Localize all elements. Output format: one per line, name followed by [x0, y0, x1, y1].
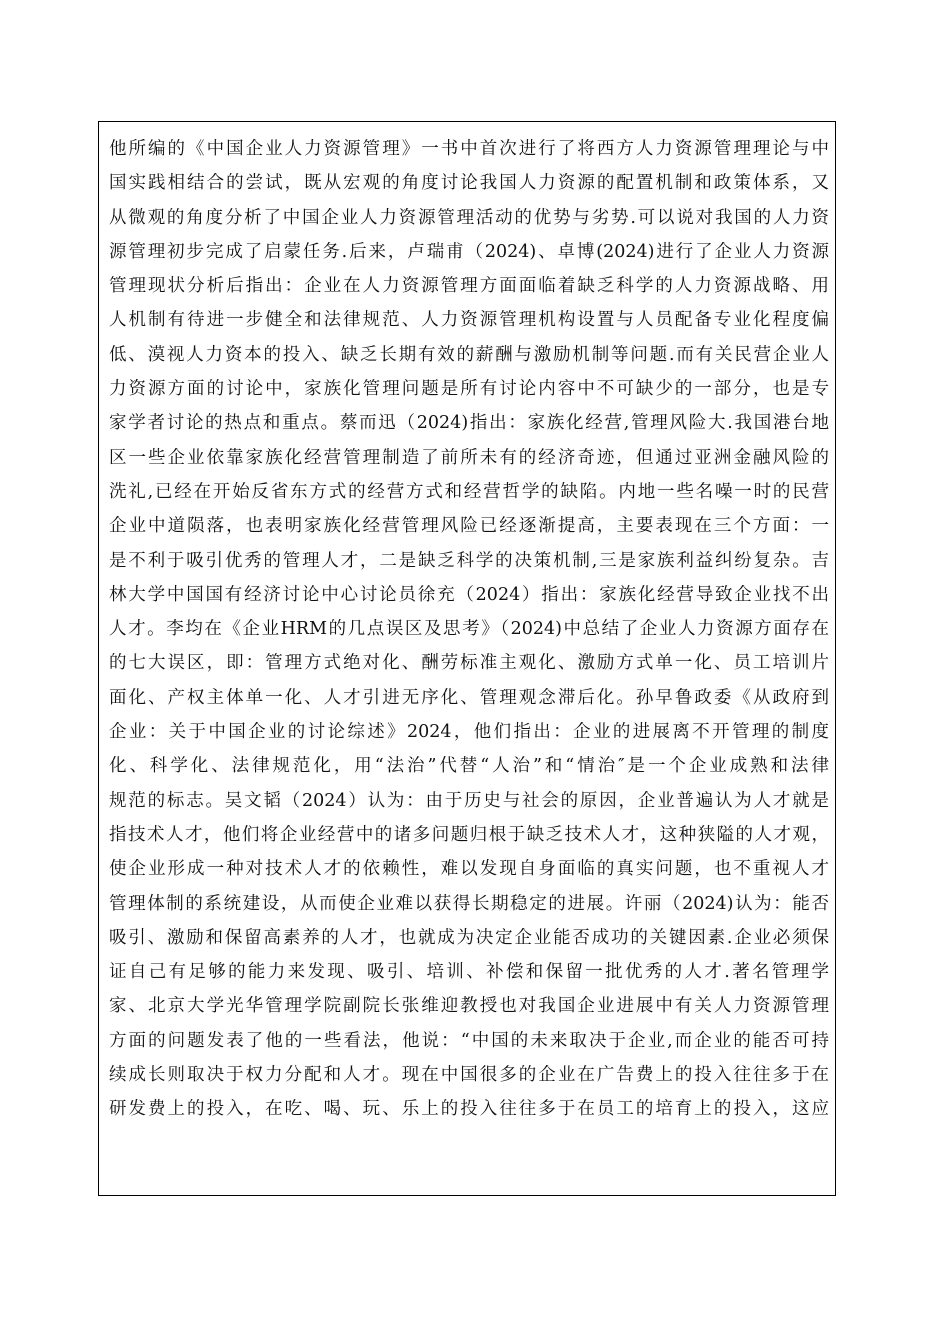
text-line: 人机制有待进一步健全和法律规范、人力资源管理机构设置与人员配备专业化程度偏 — [109, 310, 829, 331]
text-line: 从微观的角度分析了中国企业人力资源管理活动的优势与劣势.可以说对我国的人力资 — [109, 207, 829, 228]
text-line: 家、北京大学光华管理学院副院长张维迎教授也对我国企业进展中有关人力资源管理 — [109, 996, 829, 1017]
document-frame — [98, 121, 836, 1196]
text-line: 区一些企业依靠家族化经营管理制造了前所未有的经济奇迹，但通过亚洲金融风险的 — [109, 447, 829, 468]
text-line: 林大学中国国有经济讨论中心讨论员徐充（2024）指出：家族化经营导致企业找不出 — [109, 584, 829, 605]
text-line: 方面的问题发表了他的一些看法，他说：“中国的未来取决于企业,而企业的能否可持 — [109, 1030, 829, 1051]
text-line: 证自己有足够的能力来发现、吸引、培训、补偿和保留一批优秀的人才.著名管理学 — [109, 962, 829, 983]
text-line: 低、漠视人力资本的投入、缺乏长期有效的薪酬与激励机制等问题.而有关民营企业人 — [109, 344, 829, 365]
text-line: 国实践相结合的尝试，既从宏观的角度讨论我国人力资源的配置机制和政策体系，又 — [109, 173, 829, 194]
text-line: 是不利于吸引优秀的管理人才，二是缺乏科学的决策机制,三是家族利益纠纷复杂。吉 — [109, 550, 829, 571]
text-line: 企业：关于中国企业的讨论综述》2024，他们指出：企业的进展离不开管理的制度 — [109, 722, 829, 743]
text-line: 吸引、激励和保留高素养的人才，也就成为决定企业能否成功的关键因素.企业必须保 — [109, 927, 829, 948]
text-line: 续成长则取决于权力分配和人才。现在中国很多的企业在广告费上的投入往往多于在 — [109, 1065, 829, 1086]
text-line: 使企业形成一种对技术人才的依赖性，难以发现自身面临的真实问题，也不重视人才 — [109, 859, 829, 880]
text-line: 洗礼,已经在开始反省东方式的经营方式和经营哲学的缺陷。内地一些名噪一时的民营 — [109, 481, 829, 502]
text-line: 管理体制的系统建设，从而使企业难以获得长期稳定的进展。许丽（2024)认为：能否 — [109, 893, 829, 914]
text-line: 家学者讨论的热点和重点。蔡而迅（2024)指出：家族化经营,管理风险大.我国港台地 — [109, 413, 829, 434]
text-line: 面化、产权主体单一化、人才引进无序化、管理观念滞后化。孙早鲁政委《从政府到 — [109, 687, 829, 708]
text-line: 规范的标志。吴文韬（2024）认为：由于历史与社会的原因，企业普遍认为人才就是 — [109, 790, 829, 811]
text-line: 人才。李均在《企业HRM的几点误区及思考》（2024)中总结了企业人力资源方面存在 — [109, 619, 829, 640]
text-line: 他所编的《中国企业人力资源管理》一书中首次进行了将西方人力资源管理理论与中 — [109, 139, 829, 159]
text-line: 研发费上的投入，在吃、喝、玩、乐上的投入往往多于在员工的培育上的投入，这应 — [109, 1099, 829, 1120]
document-body — [109, 132, 829, 1127]
text-line: 力资源方面的讨论中，家族化管理问题是所有讨论内容中不可缺少的一部分，也是专 — [109, 379, 829, 400]
text-line: 的七大误区，即：管理方式绝对化、酬劳标准主观化、激励方式单一化、员工培训片 — [109, 653, 829, 674]
text-line: 化、科学化、法律规范化，用“法治”代替“人治”和“情治″是一个企业成熟和法律 — [109, 756, 829, 777]
text-line: 企业中道陨落，也表明家族化经营管理风险已经逐渐提高，主要表现在三个方面：一 — [109, 516, 829, 537]
text-line: 源管理初步完成了启蒙任务.后来，卢瑞甫（2024)、卓博(2024)进行了企业人力资源 — [109, 241, 829, 262]
text-line: 管理现状分析后指出：企业在人力资源管理方面面临着缺乏科学的人力资源战略、用 — [109, 276, 829, 297]
text-line: 指技术人才，他们将企业经营中的诸多问题归根于缺乏技术人才，这种狭隘的人才观， — [109, 824, 829, 845]
